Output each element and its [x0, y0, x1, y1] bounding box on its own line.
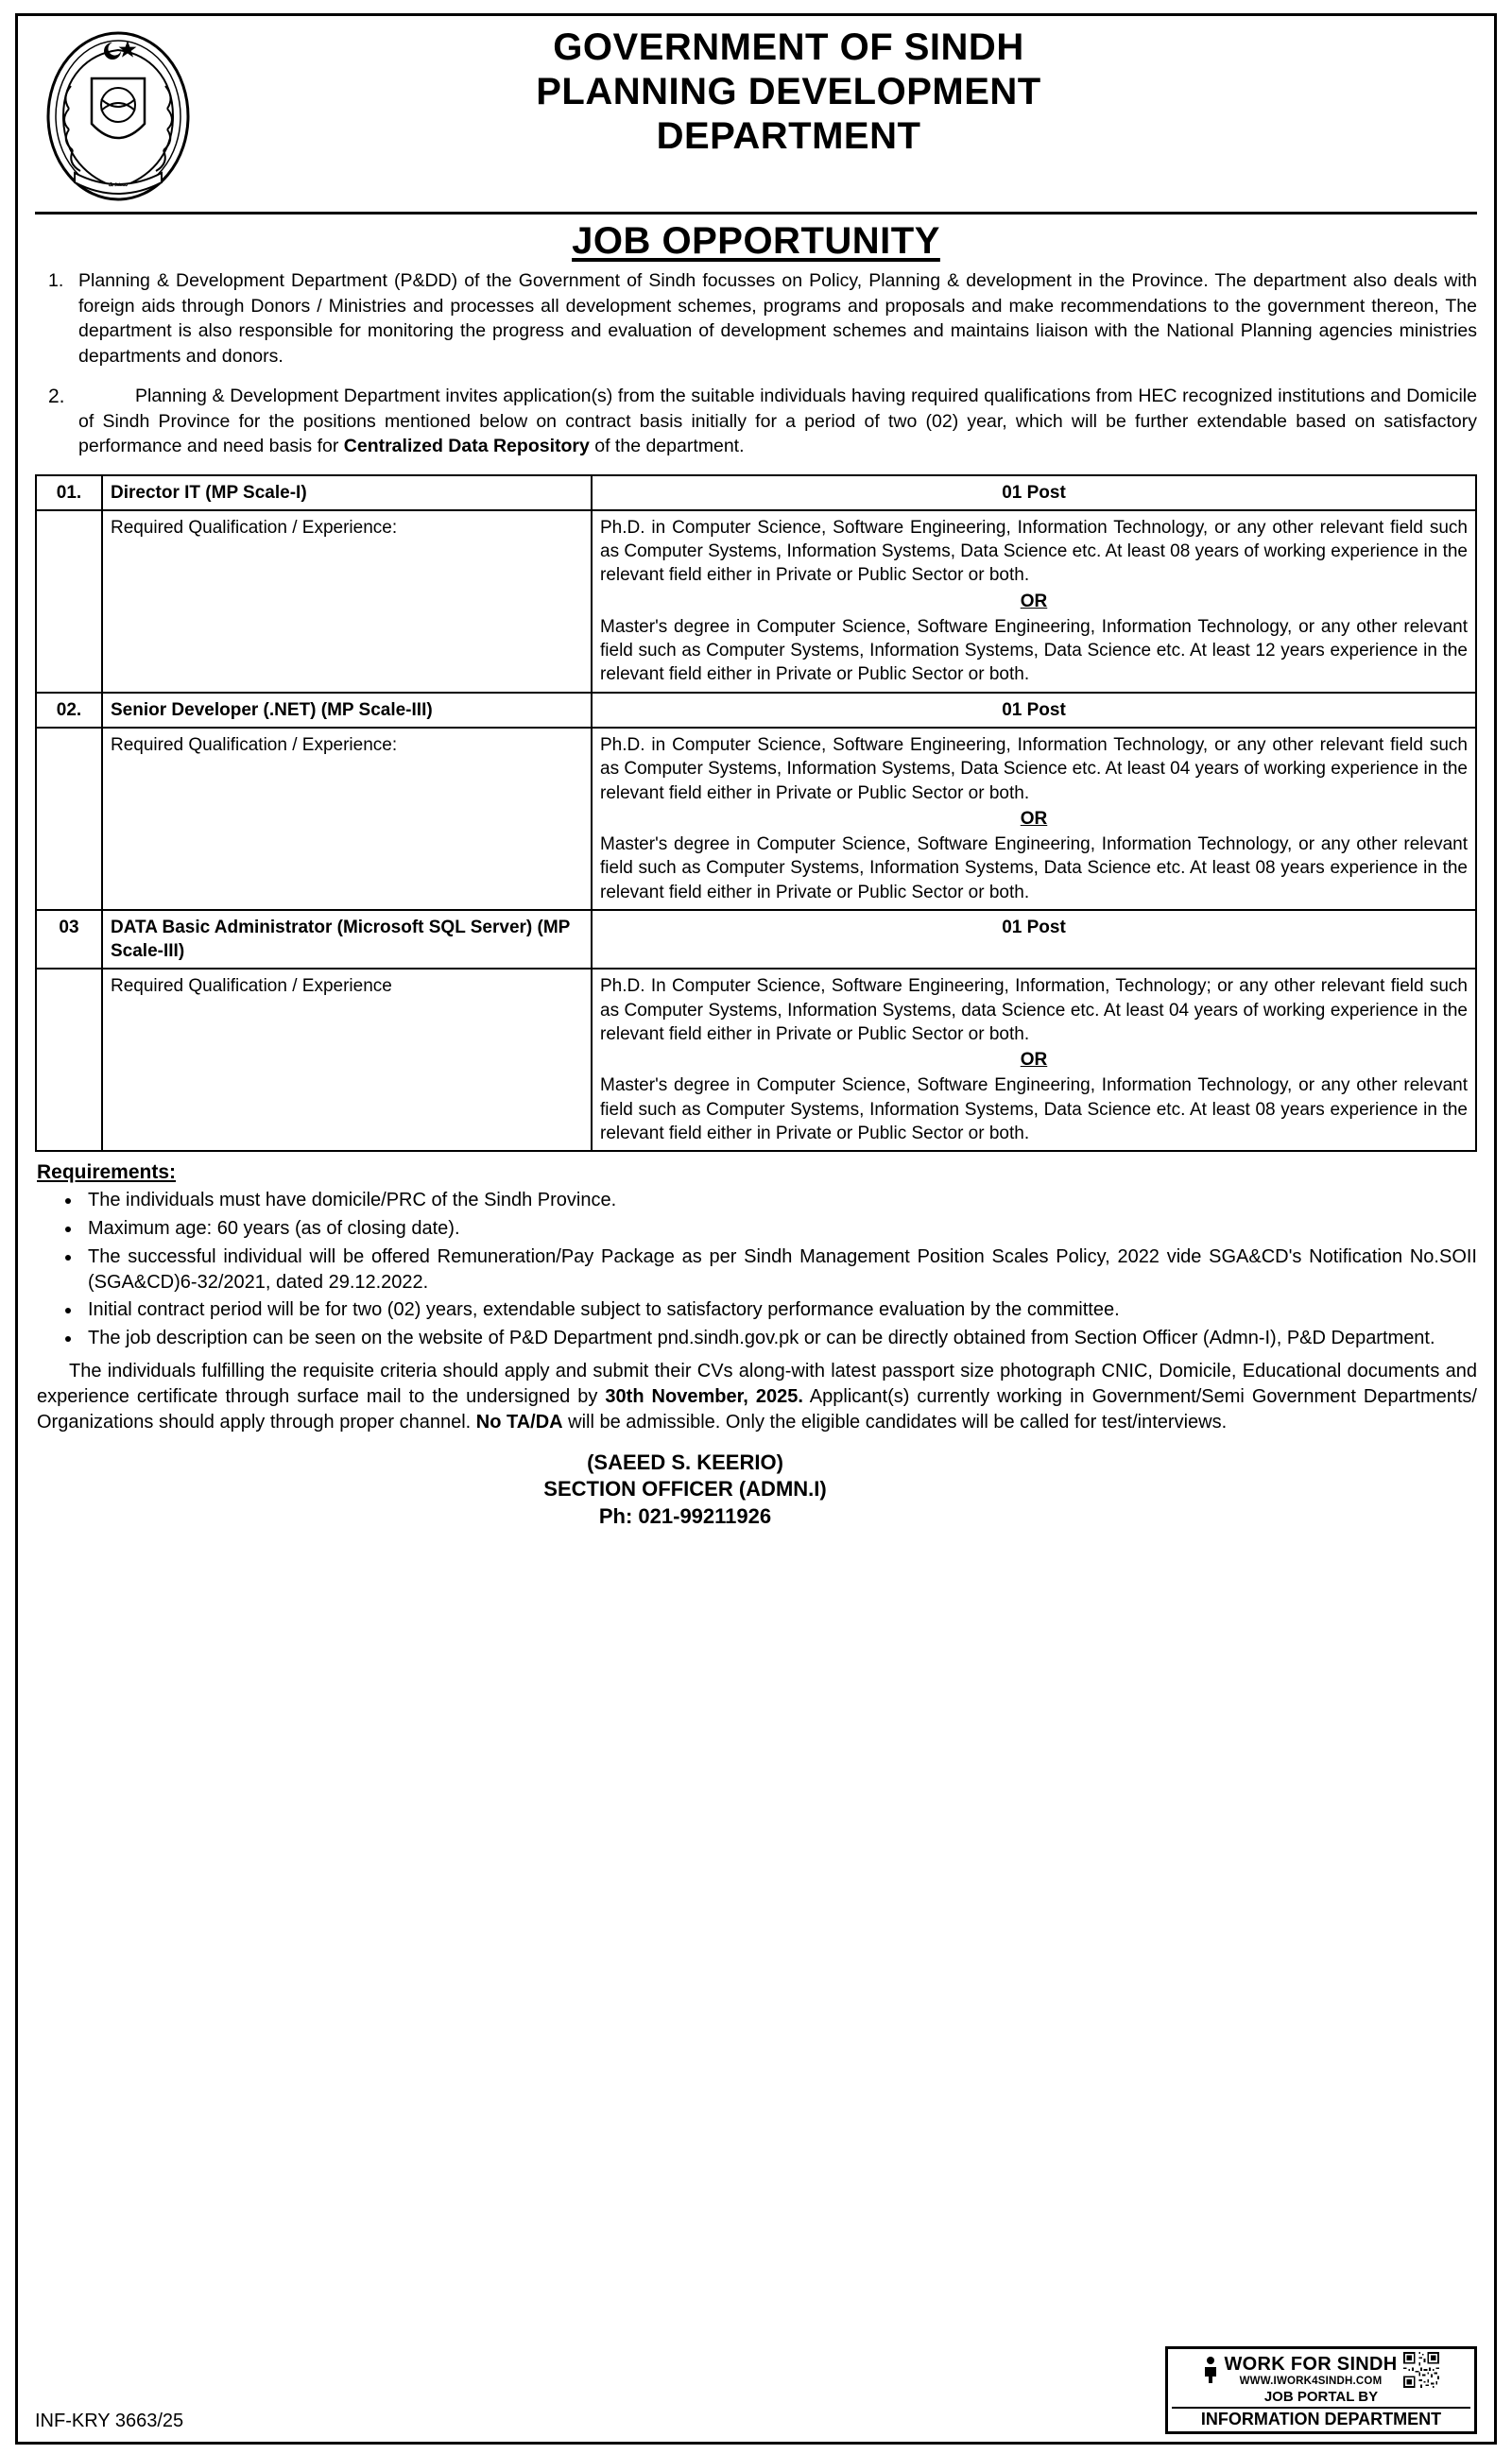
list-item: • Initial contract period will be for two (02) years, extendable subject to satisfactory performance evaluation by the committee. — [82, 1297, 1477, 1323]
gov-line-2: PLANNING DEVELOPMENT — [536, 71, 1041, 113]
table-row — [36, 510, 1476, 693]
header — [35, 26, 1477, 204]
table-row — [36, 475, 1476, 510]
position-1-or: OR — [1020, 591, 1048, 611]
footer — [35, 2346, 1477, 2434]
intro-paragraph-1 — [35, 268, 1477, 369]
intro-1-text: Planning & Development Department (P&DD) of the Government of Sindh focusses on Policy, Planning & development in the Province. The department also deals with foreign aids through Donors / Ministries and processes all development schemes, programs and proposals and make recommendations to the government thereon, The department is also responsible for monitoring the progress and evaluation of development schemes and maintains liaison with the National Planning agencies ministries departments and donors. — [78, 270, 1477, 367]
intro-2-part2: of the department. — [589, 436, 745, 457]
list-item: • The individuals must have domicile/PRC of the Sindh Province. — [82, 1188, 1477, 1213]
portal-title-group — [1224, 2354, 1397, 2387]
header-divider — [35, 212, 1477, 215]
closing-paragraph — [35, 1359, 1477, 1436]
closing-part2: Applicant(s) currently working in Government/Semi Government Departments/ Organizations should apply through proper channel. — [37, 1386, 1477, 1433]
positions-table — [35, 474, 1477, 1153]
position-1-qual-label: Required Qualification / Experience: — [102, 510, 592, 693]
intro-2-part1: Planning & Development Department invites application(s) from the suitable individuals having required qualifications from HEC recognized institutions and Domicile of Sindh Province for the positions mentioned below on contract basis initially for a period of two (02) year, which will be further extendable based on satisfactory performance and need basis for — [78, 386, 1477, 457]
table-row — [36, 910, 1476, 970]
position-2-qual-label: Required Qualification / Experience: — [102, 728, 592, 910]
position-3-title: DATA Basic Administrator (Microsoft SQL Server) (MP Scale-III) — [102, 910, 592, 970]
position-2-or: OR — [1020, 808, 1048, 829]
position-2-title: Senior Developer (.NET) (MP Scale-III) — [102, 693, 592, 728]
position-3-qual-body — [592, 969, 1476, 1151]
position-3-qual-second: Master's degree in Computer Science, Software Engineering, Information Technology, or any other relevant field such as Computer Systems, Information Systems, Data Science etc. At least 08 years experience in the relevant field either in Private or Public Sector or both. — [600, 1075, 1468, 1143]
position-2-posts: 01 Post — [592, 693, 1476, 728]
signatory-designation: SECTION OFFICER (ADMN.I) — [543, 1477, 827, 1502]
position-3-qual-first: Ph.D. In Computer Science, Software Engineering, Information, Technology; or any other relevant field such as Computer Systems, Information Systems, data Science etc. At least 04 years of working experience in the relevant field either in Private or Public Sector or both. — [600, 976, 1468, 1044]
advert-border — [15, 13, 1497, 2445]
position-1-posts: 01 Post — [592, 475, 1476, 510]
requirements-title: Requirements: — [37, 1161, 177, 1184]
svg-text:سندھ: سندھ — [107, 180, 129, 189]
position-3-or: OR — [1020, 1050, 1048, 1071]
intro-1-number: 1. — [48, 270, 64, 291]
person-icon — [1203, 2356, 1218, 2384]
portal-title: WORK FOR SINDH — [1224, 2353, 1398, 2375]
position-2-qual-body — [592, 728, 1476, 910]
header-titles — [214, 26, 1477, 160]
portal-subtitle: JOB PORTAL BY — [1263, 2389, 1379, 2405]
position-3-posts: 01 Post — [592, 910, 1476, 970]
position-2-qual-first: Ph.D. in Computer Science, Software Engineering, Information Technology, or any other relevant field such as Computer Systems, Information Systems, Data Science etc. At least 04 years of working experience in the relevant field either in Private or Public Sector or both. — [600, 735, 1468, 803]
spacer-cell-3 — [36, 969, 102, 1151]
intro-paragraph-2 — [35, 384, 1477, 459]
closing-no-tada: No TA/DA — [475, 1412, 563, 1433]
table-row — [36, 728, 1476, 910]
position-1-qual-second: Master's degree in Computer Science, Software Engineering, Information Technology, or any other relevant field such as Computer Systems, Information Systems, Data Science etc. At least 12 years experience in the relevant field either in Private or Public Sector or both. — [600, 616, 1468, 685]
list-item: • Maximum age: 60 years (as of closing date). — [82, 1216, 1477, 1242]
government-title — [214, 26, 1364, 160]
table-row — [36, 969, 1476, 1151]
position-1-qual-body — [592, 510, 1476, 693]
position-2-qual-second: Master's degree in Computer Science, Software Engineering, Information Technology, or any other relevant field such as Computer Systems, Information Systems, Data Science etc. At least 08 years experience in the relevant field either in Private or Public Sector or both. — [600, 834, 1468, 902]
portal-url: WWW.IWORK4SINDH.COM — [1239, 2375, 1383, 2387]
intro-2-number: 2. — [48, 386, 65, 408]
portal-department: INFORMATION DEPARTMENT — [1172, 2407, 1470, 2431]
closing-part1: The individuals fulfilling the requisite criteria should apply and submit their CVs along-with latest passport size photograph CNIC, Domicile, Educational documents and experience certificate through surface mail to the undersigned by — [37, 1361, 1477, 1408]
sindh-government-emblem-icon — [35, 26, 200, 204]
closing-deadline: 30th November, 2025. — [605, 1386, 803, 1408]
signatory-phone: Ph: 021-99211926 — [598, 1503, 772, 1528]
list-item: • The successful individual will be offered Remuneration/Pay Package as per Sindh Management Position Scales Policy, 2022 vide SGA&CD's Notification No.SOII (SGA&CD)6-32/2021, dated 29.12.2022. — [82, 1244, 1477, 1296]
job-opportunity-banner: JOB OPPORTUNITY — [572, 220, 940, 262]
intro-2-bold: Centralized Data Repository — [343, 436, 590, 457]
inf-reference-code: INF-KRY 3663/25 — [35, 2411, 184, 2431]
spacer-cell-2 — [36, 728, 102, 910]
signatory-name: (SAEED S. KEERIO) — [587, 1450, 783, 1474]
spacer-cell-1 — [36, 510, 102, 693]
position-3-number: 03 — [36, 910, 102, 970]
signature-block — [35, 1450, 1477, 1531]
portal-header-row — [1172, 2352, 1470, 2388]
qr-code-icon — [1403, 2352, 1439, 2388]
position-1-title: Director IT (MP Scale-I) — [102, 475, 592, 510]
table-row — [36, 693, 1476, 728]
position-1-qual-first: Ph.D. in Computer Science, Software Engineering, Information Technology, or any other relevant field such as Computer Systems, Information Systems, Data Science etc. At least 08 years of working experience in the relevant field either in Private or Public Sector or both. — [600, 517, 1468, 586]
position-2-number: 02. — [36, 693, 102, 728]
intro-2-text — [78, 384, 1477, 459]
closing-part3: will be admissible. Only the eligible candidates will be called for test/interviews. — [562, 1412, 1228, 1433]
job-portal-box — [1165, 2346, 1477, 2434]
gov-line-1: GOVERNMENT OF SINDH — [553, 26, 1024, 68]
requirements-list — [56, 1188, 1477, 1354]
list-item: • The job description can be seen on the website of P&D Department pnd.sindh.gov.pk or can be directly obtained from Section Officer (Admn-I), P&D Department. — [82, 1326, 1477, 1351]
position-3-qual-label: Required Qualification / Experience — [102, 969, 592, 1151]
position-1-number: 01. — [36, 475, 102, 510]
gov-line-3: DEPARTMENT — [656, 115, 921, 158]
